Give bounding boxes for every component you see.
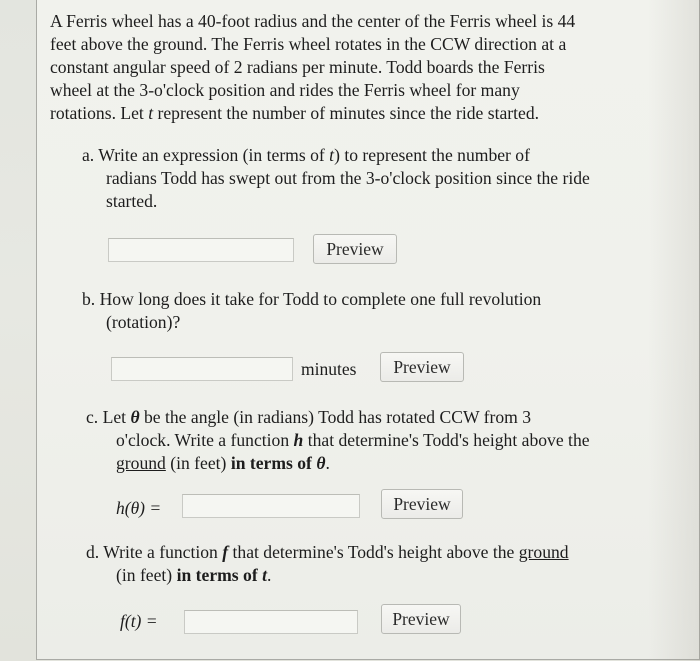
- question-d: [86, 541, 569, 587]
- question-text: c. Let: [86, 407, 131, 427]
- f-t-label: f(t) =: [120, 611, 158, 631]
- variable-h: h: [293, 430, 304, 450]
- question-text: a. Write an expression (in terms of: [82, 145, 330, 165]
- answer-d-input[interactable]: [184, 610, 358, 634]
- answer-c-input[interactable]: [182, 494, 360, 518]
- preview-b-button[interactable]: Preview: [380, 352, 464, 382]
- question-text: (in feet): [165, 453, 231, 473]
- preview-a-button[interactable]: Preview: [313, 234, 397, 264]
- ground-underlined: ground: [518, 542, 569, 562]
- statement-line-5: [50, 102, 575, 125]
- question-text: that determine's Todd's height above the: [228, 542, 519, 562]
- variable-t: t: [262, 565, 267, 585]
- question-text: be the angle (in radians) Todd has rotated CCW from 3: [139, 407, 532, 427]
- question-text: o'clock. Write a function: [116, 430, 294, 450]
- in-terms-of-bold: in terms of: [230, 453, 312, 473]
- ground-underlined: ground: [116, 453, 166, 473]
- variable-t: t: [148, 103, 154, 123]
- question-c-line-3: [86, 452, 590, 475]
- question-b-line-1: b. How long does it take for Todd to complete one full revolution: [82, 289, 542, 309]
- variable-theta: θ: [130, 407, 140, 427]
- variable-theta: θ: [316, 453, 326, 473]
- question-a-line-3: started.: [106, 191, 158, 211]
- statement-line-2: feet above the ground. The Ferris wheel rotates in the CCW direction at a: [50, 34, 567, 54]
- problem-statement: [50, 10, 575, 125]
- answer-b-input[interactable]: [111, 357, 293, 381]
- question-d-line-2: [86, 564, 569, 587]
- variable-t: t: [329, 145, 335, 165]
- question-text: (in feet): [116, 565, 177, 585]
- preview-c-button[interactable]: Preview: [381, 489, 463, 519]
- question-d-line-1: [86, 541, 569, 564]
- question-text: d. Write a function: [86, 542, 223, 562]
- question-b-line-2: (rotation)?: [106, 312, 181, 332]
- preview-d-button[interactable]: Preview: [381, 604, 461, 634]
- statement-text: rotations. Let: [50, 103, 149, 123]
- statement-line-3: constant angular speed of 2 radians per minute. Todd boards the Ferris: [50, 57, 545, 77]
- minutes-unit-label: minutes: [301, 359, 357, 379]
- question-a-line-2: radians Todd has swept out from the 3-o'clock position since the ride: [106, 168, 590, 188]
- question-a-line-1: [82, 144, 590, 167]
- question-b: [82, 288, 541, 334]
- variable-f: f: [222, 542, 229, 562]
- question-text: that determine's Todd's height above the: [303, 430, 590, 450]
- question-text: .: [325, 453, 330, 473]
- in-terms-of-bold: in terms of: [176, 565, 258, 585]
- statement-line-1: A Ferris wheel has a 40-foot radius and the center of the Ferris wheel is 44: [50, 11, 576, 31]
- answer-a-input[interactable]: [108, 238, 294, 262]
- question-text: .: [266, 565, 272, 585]
- h-theta-label: h(θ) =: [116, 498, 162, 518]
- statement-text: represent the number of minutes since the ride started.: [153, 103, 540, 123]
- question-text: ) to represent the number of: [334, 145, 530, 165]
- question-a: [82, 144, 590, 213]
- question-c-line-1: [86, 406, 590, 429]
- statement-line-4: wheel at the 3-o'clock position and rides the Ferris wheel for many: [50, 80, 520, 100]
- question-c: [86, 406, 590, 475]
- question-c-line-2: [86, 429, 590, 452]
